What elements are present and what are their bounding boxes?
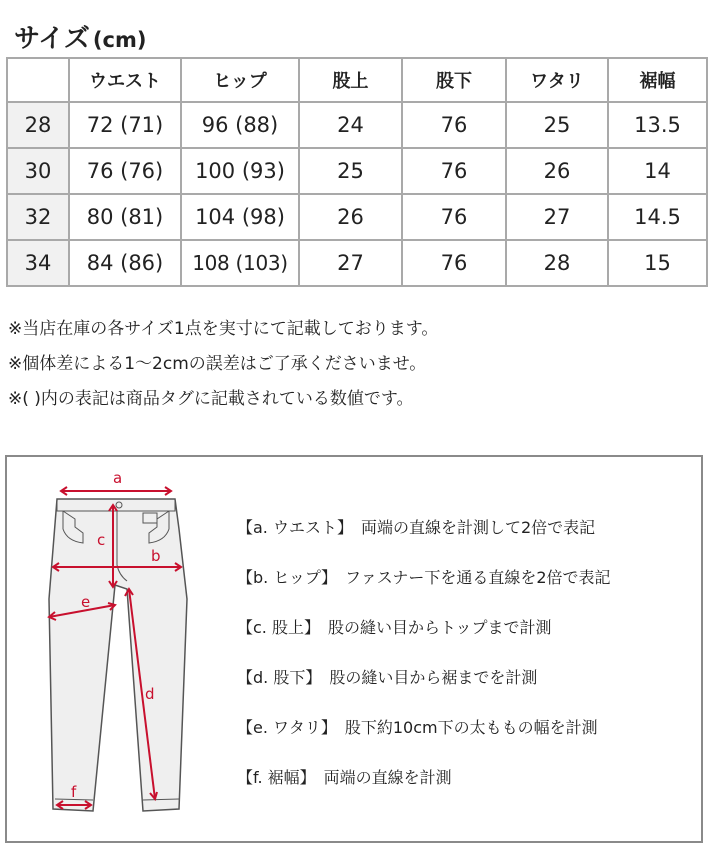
legend-item-hip [237,563,611,613]
size-table [6,57,708,287]
cell-inseam: 76 [402,240,506,286]
cell-hem: 15 [608,240,707,286]
legend-item-waist [237,513,611,563]
legend-text: 両端の直線を計測して2倍で表記 [360,518,596,537]
legend-item-inseam [237,663,611,713]
measure-label-e: e [81,593,91,611]
cell-waist: 80 (81) [69,194,181,240]
legend-key: 【b. ヒップ】 [237,568,338,587]
cell-hem: 14 [608,148,707,194]
cell-waist: 84 (86) [69,240,181,286]
legend-item-hem [237,763,611,813]
header-thigh: ワタリ [506,58,608,102]
cell-inseam: 76 [402,102,506,148]
size-label: 30 [7,148,69,194]
cell-rise: 25 [299,148,402,194]
cell-thigh: 26 [506,148,608,194]
cell-inseam: 76 [402,148,506,194]
size-label: 28 [7,102,69,148]
legend-text: 両端の直線を計測 [323,768,452,787]
cell-hip: 108 (103) [181,240,299,286]
measurement-legend [237,513,611,813]
header-waist: ウエスト [69,58,181,102]
cell-hip: 100 (93) [181,148,299,194]
note-tag-values: ※( )内の表記は商品タグに記載されている数値です。 [8,389,414,409]
cell-thigh: 28 [506,240,608,286]
measure-label-c: c [97,531,106,549]
cell-thigh: 27 [506,194,608,240]
measure-label-d: d [145,685,155,703]
legend-item-rise [237,613,611,663]
measure-label-a: a [113,469,123,487]
cell-inseam: 76 [402,194,506,240]
legend-key: 【a. ウエスト】 [237,518,353,537]
note-stock-measure: ※当店在庫の各サイズ1点を実寸にて記載しております。 [8,319,439,339]
measure-label-f: f [71,783,77,801]
table-row [7,240,707,286]
table-row [7,102,707,148]
title-unit: (cm) [92,28,147,52]
cell-hip: 104 (98) [181,194,299,240]
size-label: 32 [7,194,69,240]
cell-hem: 14.5 [608,194,707,240]
cell-rise: 26 [299,194,402,240]
measurement-diagram [5,455,703,843]
legend-text: 股下約10cm下の太ももの幅を計測 [344,718,598,737]
legend-item-thigh [237,713,611,763]
table-corner-cell [7,58,69,102]
table-row [7,148,707,194]
cell-waist: 72 (71) [69,102,181,148]
legend-text: 股の縫い目から裾までを計測 [329,668,538,687]
legend-key: 【c. 股上】 [237,618,320,637]
header-hip: ヒップ [181,58,299,102]
notes [8,312,438,417]
note-tolerance: ※個体差による1〜2cmの誤差はご了承くださいませ。 [8,354,427,374]
table-row [7,194,707,240]
legend-key: 【d. 股下】 [237,668,322,687]
header-inseam: 股下 [402,58,506,102]
header-hem: 裾幅 [608,58,707,102]
title-main: サイズ [14,24,90,54]
measure-label-b: b [151,547,161,565]
legend-text: 股の縫い目からトップまで計測 [327,618,552,637]
pants-illustration [47,469,197,831]
cell-rise: 24 [299,102,402,148]
legend-key: 【f. 裾幅】 [237,768,316,787]
cell-hip: 96 (88) [181,102,299,148]
pants-outline [49,499,187,811]
cell-thigh: 25 [506,102,608,148]
cell-hem: 13.5 [608,102,707,148]
cell-rise: 27 [299,240,402,286]
table-header-row [7,58,707,102]
cell-waist: 76 (76) [69,148,181,194]
size-label: 34 [7,240,69,286]
header-rise: 股上 [299,58,402,102]
page-title [14,18,146,54]
measure-a-waist [61,487,171,495]
legend-key: 【e. ワタリ】 [237,718,337,737]
legend-text: ファスナー下を通る直線を2倍で表記 [345,568,611,587]
